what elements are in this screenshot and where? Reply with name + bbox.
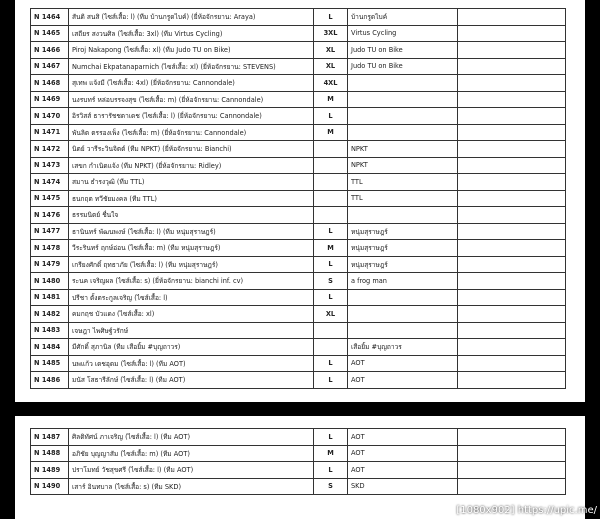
note-cell bbox=[458, 58, 566, 75]
note-cell bbox=[458, 289, 566, 306]
bib-number-cell: N 1481 bbox=[31, 289, 69, 306]
table-row bbox=[31, 141, 566, 158]
team-cell: เสือยิ้ม #บุญถาวร bbox=[348, 339, 458, 356]
team-cell: AOT bbox=[348, 462, 458, 479]
bib-number-cell: N 1480 bbox=[31, 273, 69, 290]
team-cell: หนุ่มสุราษฎร์ bbox=[348, 223, 458, 240]
note-cell bbox=[458, 25, 566, 42]
bib-number-cell: N 1484 bbox=[31, 339, 69, 356]
team-cell: AOT bbox=[348, 372, 458, 389]
note-cell bbox=[458, 91, 566, 108]
note-cell bbox=[458, 462, 566, 479]
note-cell bbox=[458, 306, 566, 323]
rider-name-cell: สันติ สนสิ (ไซส์เสื้อ: l) (ทีม บ้านกรูดไบค์) (ยี่ห้อจักรยาน: Araya) bbox=[69, 9, 314, 26]
shirt-size-cell: XL bbox=[314, 42, 348, 59]
shirt-size-cell: L bbox=[314, 223, 348, 240]
rider-name-cell: ธรรมนิตย์ ชื่นใจ bbox=[69, 207, 314, 224]
rider-name-cell: เจษฎา ไพศิษฐ์วรักษ์ bbox=[69, 322, 314, 339]
note-cell bbox=[458, 339, 566, 356]
team-cell: หนุ่มสุราษฎร์ bbox=[348, 240, 458, 257]
team-cell: AOT bbox=[348, 429, 458, 446]
note-cell bbox=[458, 256, 566, 273]
shirt-size-cell: M bbox=[314, 91, 348, 108]
table-row bbox=[31, 124, 566, 141]
rider-name-cell: พันลิต ตรรองเพ็ง (ไซส์เสื้อ: m) (ยี่ห้อจักรยาน: Cannondale) bbox=[69, 124, 314, 141]
table-row bbox=[31, 223, 566, 240]
bib-number-cell: N 1468 bbox=[31, 75, 69, 92]
rider-name-cell: ธนกฤต ทวีชัยมงคล (ทีม TTL) bbox=[69, 190, 314, 207]
table-row bbox=[31, 372, 566, 389]
note-cell bbox=[458, 42, 566, 59]
rider-name-cell: ศิลติทัศน์ ภาเจริญ (ไซส์เสื้อ: l) (ทีม AOT) bbox=[69, 429, 314, 446]
shirt-size-cell: M bbox=[314, 240, 348, 257]
shirt-size-cell: 4XL bbox=[314, 75, 348, 92]
team-cell: TTL bbox=[348, 190, 458, 207]
bib-number-cell: N 1475 bbox=[31, 190, 69, 207]
shirt-size-cell: M bbox=[314, 445, 348, 462]
rider-name-cell: สมาน ธำรงวุฒิ (ทีม TTL) bbox=[69, 174, 314, 191]
shirt-size-cell: S bbox=[314, 478, 348, 495]
note-cell bbox=[458, 9, 566, 26]
table-row bbox=[31, 157, 566, 174]
table-row bbox=[31, 190, 566, 207]
rider-name-cell: นงรบทร์ หล่อบรรจงสุข (ไซส์เสื้อ: m) (ยี่ห้อจักรยาน: Cannondale) bbox=[69, 91, 314, 108]
note-cell bbox=[458, 124, 566, 141]
rider-name-cell: เสถียร สงวนศิล (ไซส์เสื้อ: 3xl) (ทีม Virtus Cycling) bbox=[69, 25, 314, 42]
table-row bbox=[31, 108, 566, 125]
bib-number-cell: N 1490 bbox=[31, 478, 69, 495]
team-cell bbox=[348, 207, 458, 224]
document-page-1 bbox=[15, 0, 585, 402]
team-cell: a frog man bbox=[348, 273, 458, 290]
team-cell: บ้านกรูดไบค์ bbox=[348, 9, 458, 26]
rider-name-cell: วีระรินทร์ ฤกษ์อ่อน (ไซส์เสื้อ: m) (ทีม หนุ่มสุราษฎร์) bbox=[69, 240, 314, 257]
shirt-size-cell: L bbox=[314, 372, 348, 389]
rider-name-cell: ธานินทร์ พัฒนพงษ์ (ไซส์เสื้อ: l) (ทีม หนุ่มสุราษฎร์) bbox=[69, 223, 314, 240]
table-row bbox=[31, 445, 566, 462]
team-cell: NPKT bbox=[348, 157, 458, 174]
rider-name-cell: มีศักดิ์ สุภานิล (ทีม เสือยิ้ม #บุญถาวร) bbox=[69, 339, 314, 356]
table-row bbox=[31, 462, 566, 479]
shirt-size-cell: 3XL bbox=[314, 25, 348, 42]
roster-table-2 bbox=[30, 428, 566, 495]
bib-number-cell: N 1465 bbox=[31, 25, 69, 42]
shirt-size-cell: XL bbox=[314, 306, 348, 323]
watermark-text: [1080x902] https://upic.me/ bbox=[456, 505, 597, 516]
team-cell: TTL bbox=[348, 174, 458, 191]
rider-name-cell: เสาร์ อินทบาล (ไซส์เสื้อ: s) (ทีม SKD) bbox=[69, 478, 314, 495]
rider-name-cell: เกรียงศักดิ์ ฤทธาภัย (ไซส์เสื้อ: l) (ทีม หนุ่มสุราษฎร์) bbox=[69, 256, 314, 273]
shirt-size-cell bbox=[314, 207, 348, 224]
note-cell bbox=[458, 174, 566, 191]
table-row bbox=[31, 355, 566, 372]
team-cell: AOT bbox=[348, 445, 458, 462]
shirt-size-cell: L bbox=[314, 355, 348, 372]
table-row bbox=[31, 339, 566, 356]
shirt-size-cell: M bbox=[314, 124, 348, 141]
table-row bbox=[31, 58, 566, 75]
table-row bbox=[31, 240, 566, 257]
shirt-size-cell bbox=[314, 174, 348, 191]
team-cell bbox=[348, 75, 458, 92]
table-row bbox=[31, 256, 566, 273]
bib-number-cell: N 1470 bbox=[31, 108, 69, 125]
rider-name-cell: เสขก กำเนิดแจ้ง (ทีม NPKT) (ยี่ห้อจักรยาน: Ridley) bbox=[69, 157, 314, 174]
shirt-size-cell bbox=[314, 190, 348, 207]
table-row bbox=[31, 174, 566, 191]
team-cell bbox=[348, 322, 458, 339]
note-cell bbox=[458, 372, 566, 389]
team-cell: SKD bbox=[348, 478, 458, 495]
team-cell: Judo TU on Bike bbox=[348, 42, 458, 59]
bib-number-cell: N 1473 bbox=[31, 157, 69, 174]
table-row bbox=[31, 25, 566, 42]
bib-number-cell: N 1474 bbox=[31, 174, 69, 191]
bib-number-cell: N 1489 bbox=[31, 462, 69, 479]
team-cell: Virtus Cycling bbox=[348, 25, 458, 42]
table-row bbox=[31, 429, 566, 446]
bib-number-cell: N 1488 bbox=[31, 445, 69, 462]
note-cell bbox=[458, 478, 566, 495]
note-cell bbox=[458, 108, 566, 125]
table-row bbox=[31, 322, 566, 339]
note-cell bbox=[458, 322, 566, 339]
bib-number-cell: N 1469 bbox=[31, 91, 69, 108]
bib-number-cell: N 1478 bbox=[31, 240, 69, 257]
shirt-size-cell: L bbox=[314, 256, 348, 273]
team-cell bbox=[348, 124, 458, 141]
shirt-size-cell: L bbox=[314, 462, 348, 479]
note-cell bbox=[458, 190, 566, 207]
table-row bbox=[31, 42, 566, 59]
note-cell bbox=[458, 240, 566, 257]
note-cell bbox=[458, 273, 566, 290]
roster-table-1 bbox=[30, 8, 566, 389]
bib-number-cell: N 1479 bbox=[31, 256, 69, 273]
bib-number-cell: N 1486 bbox=[31, 372, 69, 389]
bib-number-cell: N 1464 bbox=[31, 9, 69, 26]
team-cell bbox=[348, 91, 458, 108]
rider-name-cell: อิรวิสส์ ธารารัชชตาเดช (ไซส์เสื้อ: l) (ยี่ห้อจักรยาน: Cannondale) bbox=[69, 108, 314, 125]
rider-name-cell: ระนค เจริญผล (ไซส์เสื้อ: s) (ยี่ห้อจักรยาน: bianchi inf. cv) bbox=[69, 273, 314, 290]
rider-name-cell: สุเทพ แจ้งมี (ไซส์เสื้อ: 4xl) (ยี่ห้อจักรยาน: Cannondale) bbox=[69, 75, 314, 92]
team-cell: หนุ่มสุราษฎร์ bbox=[348, 256, 458, 273]
shirt-size-cell: L bbox=[314, 429, 348, 446]
team-cell: NPKT bbox=[348, 141, 458, 158]
note-cell bbox=[458, 355, 566, 372]
shirt-size-cell: XL bbox=[314, 58, 348, 75]
shirt-size-cell: L bbox=[314, 289, 348, 306]
rider-name-cell: นพแก้ว เดชอุดม (ไซส์เสื้อ: l) (ทีม AOT) bbox=[69, 355, 314, 372]
team-cell: Judo TU on Bike bbox=[348, 58, 458, 75]
bib-number-cell: N 1487 bbox=[31, 429, 69, 446]
team-cell bbox=[348, 306, 458, 323]
bib-number-cell: N 1482 bbox=[31, 306, 69, 323]
shirt-size-cell: S bbox=[314, 273, 348, 290]
table-row bbox=[31, 478, 566, 495]
rider-name-cell: ปรีชา ตั้งตระกูลเจริญ (ไซส์เสื้อ: l) bbox=[69, 289, 314, 306]
table-row bbox=[31, 91, 566, 108]
shirt-size-cell: L bbox=[314, 108, 348, 125]
note-cell bbox=[458, 223, 566, 240]
team-cell bbox=[348, 289, 458, 306]
rider-name-cell: ปราโมทย์ วัชสุขศรี (ไซส์เสื้อ: l) (ทีม AOT) bbox=[69, 462, 314, 479]
bib-number-cell: N 1466 bbox=[31, 42, 69, 59]
bib-number-cell: N 1467 bbox=[31, 58, 69, 75]
rider-name-cell: Numchai Ekpatanaparnich (ไซส์เสื้อ: xl) (ยี่ห้อจักรยาน: STEVENS) bbox=[69, 58, 314, 75]
shirt-size-cell: L bbox=[314, 9, 348, 26]
rider-name-cell: มนัส โสธารีลักษ์ (ไซส์เสื้อ: l) (ทีม AOT) bbox=[69, 372, 314, 389]
bib-number-cell: N 1472 bbox=[31, 141, 69, 158]
table-row bbox=[31, 289, 566, 306]
table-row bbox=[31, 273, 566, 290]
bib-number-cell: N 1483 bbox=[31, 322, 69, 339]
note-cell bbox=[458, 429, 566, 446]
bib-number-cell: N 1471 bbox=[31, 124, 69, 141]
table-row bbox=[31, 9, 566, 26]
note-cell bbox=[458, 141, 566, 158]
note-cell bbox=[458, 75, 566, 92]
table-row bbox=[31, 207, 566, 224]
table-row bbox=[31, 75, 566, 92]
rider-name-cell: Piroj Nakapong (ไซส์เสื้อ: xl) (ทีม Judo TU on Bike) bbox=[69, 42, 314, 59]
rider-name-cell: นิตย์ วารีระวินจิตต์ (ทีม NPKT) (ยี่ห้อจักรยาน: Bianchi) bbox=[69, 141, 314, 158]
team-cell: AOT bbox=[348, 355, 458, 372]
note-cell bbox=[458, 157, 566, 174]
shirt-size-cell bbox=[314, 157, 348, 174]
rider-name-cell: อภิชัย บุญญาสัม (ไซส์เสื้อ: m) (ทีม AOT) bbox=[69, 445, 314, 462]
shirt-size-cell bbox=[314, 141, 348, 158]
document-page-2 bbox=[15, 416, 585, 519]
shirt-size-cell bbox=[314, 322, 348, 339]
team-cell bbox=[348, 108, 458, 125]
table-row bbox=[31, 306, 566, 323]
note-cell bbox=[458, 445, 566, 462]
bib-number-cell: N 1485 bbox=[31, 355, 69, 372]
rider-name-cell: คมกฤช บัวแดง (ไซส์เสื้อ: xl) bbox=[69, 306, 314, 323]
shirt-size-cell bbox=[314, 339, 348, 356]
bib-number-cell: N 1477 bbox=[31, 223, 69, 240]
note-cell bbox=[458, 207, 566, 224]
bib-number-cell: N 1476 bbox=[31, 207, 69, 224]
